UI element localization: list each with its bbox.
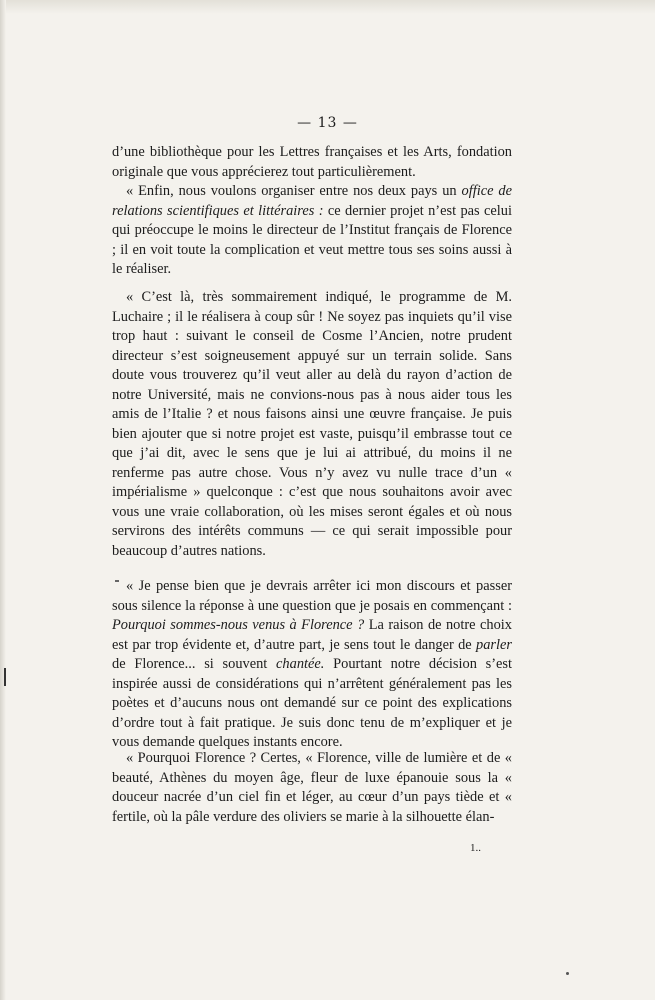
paragraph-4-d: Pourtant notre décision s’est inspirée aussi de considérations qui n’arrêtent généralement pas les poètes et d’aucuns nous ont demandé sur ce point des explications d’ordre tout à fait pratique. Je suis donc tenu de m’expliquer et je vous demande quelques instants encore. (112, 656, 513, 750)
dot-mark (566, 972, 569, 975)
paragraph-2-end: ce dernier projet n’est pas celui qui préoccupe le moins le directeur de l’Institut français de Florence ; il en voit toute la complication et veut mettre tous ses soins aussi à le réaliser. (112, 202, 512, 277)
paragraph-3: « C’est là, très sommairement indiqué, le programme de M. Luchaire ; il le réalisera à coup sûr ! Ne soyez pas inquiets qu’il vise trop haut : suivant le conseil de Cosme l’Ancien, notre prudent directeur s’est soigneusement appuyé sur un terrain solide. Sans doute vous trouverez qu’il veut aller au delà du rayon d’action de notre Université, mais ne convions-nous pas à nous aider tous les amis de l’Italie ? et nous faisons ainsi une œuvre française. Je puis bien ajouter que si notre projet est vaste, puisqu’il embrasse tout ce que j’ai dit, avec le sens que je lui ai attribué, du moins il ne renferme pas autre chose. Vous n’y avez vu nulle trace d’un « impérialisme » quelconque : c’est que nous souhaitons avoir avec vous une vraie collaboration, où les mises seront égales et où nous servirons des intérêts communs — ce qui serait impossible pour beaucoup d’autres nations. (112, 289, 512, 559)
margin-mark (4, 668, 6, 686)
paragraph-4-italic-2: parler (476, 636, 512, 653)
paragraph-4 (112, 577, 512, 753)
paragraph-5: « Pourquoi Florence ? Certes, « Florence, ville de lumière et de « beauté, Athènes du moyen âge, fleur de luxe épanouie sous la « douceur nacrée d’un ciel fin et léger, au cœur d’un pays tiède et « fertile, où la pâle verdure des oliviers se marie à la silhouette élan- (112, 750, 512, 825)
page-number: — 13 — (297, 115, 358, 131)
text-block-4 (112, 749, 512, 827)
text-block-3 (112, 577, 512, 753)
text-block-2 (112, 288, 512, 561)
paragraph-2-start: « Enfin, nous voulons organiser entre nos deux pays un (126, 183, 462, 199)
page-left-edge (0, 0, 6, 1000)
paragraph-4-c: de Florence... si souvent (112, 656, 277, 672)
paragraph-4-a: « Je pense bien que je devrais arrêter ici mon discours et passer sous silence la réponse à une question que je posais en commençant : (112, 578, 512, 614)
paragraph-4-italic-1: Pourquoi sommes-nous venus à Florence ? (112, 617, 365, 633)
stray-mark (115, 580, 119, 582)
text-block-1 (112, 143, 512, 280)
signature-mark: 1.. (470, 842, 481, 854)
page-top-edge (0, 0, 655, 14)
paragraph-2 (112, 182, 512, 280)
paragraph-1: d’une bibliothèque pour les Lettres françaises et les Arts, fondation originale que vous apprécierez tout particulièrement. (112, 144, 512, 180)
paragraph-4-italic-3: chantée. (276, 656, 325, 672)
paragraph-4-b: La raison de notre choix est par trop évidente et, d’autre part, je sens tout le danger de (112, 617, 512, 653)
paragraph-2-italic: office de relations scientifiques et littéraires : (112, 183, 512, 219)
